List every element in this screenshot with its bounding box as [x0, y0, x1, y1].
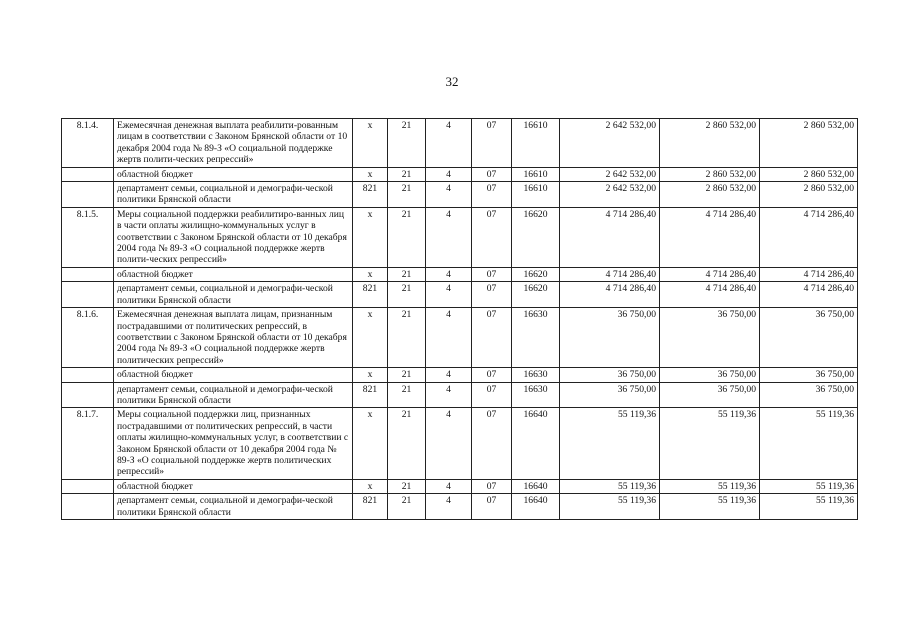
- row-vr: 16640: [512, 494, 560, 520]
- row-value-3: 36 750,00: [760, 308, 858, 368]
- row-cs: 07: [472, 182, 512, 208]
- table-row: [62, 167, 858, 181]
- row-value-3: 2 860 532,00: [760, 182, 858, 208]
- table-row: [62, 368, 858, 382]
- row-rz: 21: [388, 408, 426, 479]
- row-value-2: 2 860 532,00: [660, 182, 760, 208]
- row-rz: 21: [388, 382, 426, 408]
- row-cs: 07: [472, 119, 512, 168]
- page-number: 32: [445, 74, 459, 89]
- row-rz: 21: [388, 282, 426, 308]
- row-cs: 07: [472, 479, 512, 493]
- row-grbs: х: [353, 119, 388, 168]
- row-code: 8.1.5.: [62, 207, 114, 267]
- row-pr: 4: [426, 368, 472, 382]
- row-value-2: 36 750,00: [660, 308, 760, 368]
- table-row: [62, 308, 858, 368]
- table-row: [62, 267, 858, 281]
- row-pr: 4: [426, 119, 472, 168]
- row-pr: 4: [426, 182, 472, 208]
- row-rz: 21: [388, 182, 426, 208]
- row-value-1: 36 750,00: [560, 308, 660, 368]
- row-value-3: 55 119,36: [760, 494, 858, 520]
- row-grbs: х: [353, 267, 388, 281]
- row-vr: 16610: [512, 182, 560, 208]
- table-body: [62, 119, 858, 520]
- row-grbs: х: [353, 167, 388, 181]
- row-cs: 07: [472, 267, 512, 281]
- row-code: 8.1.6.: [62, 308, 114, 368]
- row-vr: 16640: [512, 408, 560, 479]
- row-value-3: 4 714 286,40: [760, 267, 858, 281]
- row-vr: 16630: [512, 382, 560, 408]
- row-value-2: 55 119,36: [660, 494, 760, 520]
- row-value-2: 4 714 286,40: [660, 282, 760, 308]
- row-pr: 4: [426, 207, 472, 267]
- row-code: [62, 494, 114, 520]
- row-code: 8.1.7.: [62, 408, 114, 479]
- row-value-2: 2 860 532,00: [660, 167, 760, 181]
- row-pr: 4: [426, 479, 472, 493]
- row-vr: 16620: [512, 282, 560, 308]
- row-value-2: 4 714 286,40: [660, 207, 760, 267]
- row-pr: 4: [426, 167, 472, 181]
- row-vr: 16620: [512, 207, 560, 267]
- row-description: Ежемесячная денежная выплата реабилити-рованным лицам в соответствии с Законом Брянской области от 10 декабря 2004 года № 89-З «О социальной поддержке жертв полити-ческих репрессий»: [114, 119, 353, 168]
- table-row: [62, 119, 858, 168]
- row-code: 8.1.4.: [62, 119, 114, 168]
- row-value-1: 36 750,00: [560, 368, 660, 382]
- row-rz: 21: [388, 308, 426, 368]
- row-vr: 16640: [512, 479, 560, 493]
- row-value-3: 55 119,36: [760, 408, 858, 479]
- row-value-3: 36 750,00: [760, 382, 858, 408]
- row-vr: 16610: [512, 167, 560, 181]
- row-value-1: 55 119,36: [560, 479, 660, 493]
- row-description: Меры социальной поддержки лиц, признанных пострадавшими от политических репрессий, в части оплаты жилищно-коммунальных услуг, в соответствии с Законом Брянской области от 10 декабря 2004 года № 89-З «О социальной поддержке жертв политических репрессий»: [114, 408, 353, 479]
- row-value-1: 4 714 286,40: [560, 282, 660, 308]
- row-value-3: 36 750,00: [760, 368, 858, 382]
- row-value-2: 36 750,00: [660, 382, 760, 408]
- row-value-3: 4 714 286,40: [760, 207, 858, 267]
- row-description: областной бюджет: [114, 479, 353, 493]
- row-description: департамент семьи, социальной и демографи-ческой политики Брянской области: [114, 382, 353, 408]
- row-cs: 07: [472, 308, 512, 368]
- row-grbs: х: [353, 479, 388, 493]
- row-value-1: 55 119,36: [560, 494, 660, 520]
- row-value-2: 55 119,36: [660, 479, 760, 493]
- row-value-1: 4 714 286,40: [560, 207, 660, 267]
- row-cs: 07: [472, 167, 512, 181]
- row-value-3: 4 714 286,40: [760, 282, 858, 308]
- row-description: Ежемесячная денежная выплата лицам, признанным пострадавшими от политических репрессий, в соответствии с Законом Брянской области от 10 декабря 2004 года № 89-З «О социальной поддержке жертв политических репрессий»: [114, 308, 353, 368]
- row-value-2: 36 750,00: [660, 368, 760, 382]
- row-grbs: 821: [353, 494, 388, 520]
- row-rz: 21: [388, 494, 426, 520]
- row-grbs: 821: [353, 282, 388, 308]
- row-grbs: х: [353, 408, 388, 479]
- table-row: [62, 479, 858, 493]
- table-row: [62, 207, 858, 267]
- row-value-3: 2 860 532,00: [760, 167, 858, 181]
- row-rz: 21: [388, 267, 426, 281]
- row-code: [62, 267, 114, 281]
- row-description: департамент семьи, социальной и демографи-ческой политики Брянской области: [114, 282, 353, 308]
- row-cs: 07: [472, 494, 512, 520]
- row-pr: 4: [426, 282, 472, 308]
- row-cs: 07: [472, 282, 512, 308]
- row-cs: 07: [472, 368, 512, 382]
- row-rz: 21: [388, 368, 426, 382]
- row-code: [62, 282, 114, 308]
- row-code: [62, 167, 114, 181]
- row-value-1: 4 714 286,40: [560, 267, 660, 281]
- row-pr: 4: [426, 494, 472, 520]
- table-row: [62, 382, 858, 408]
- row-description: департамент семьи, социальной и демографи-ческой политики Брянской области: [114, 182, 353, 208]
- row-grbs: х: [353, 308, 388, 368]
- row-value-2: 2 860 532,00: [660, 119, 760, 168]
- row-vr: 16610: [512, 119, 560, 168]
- row-description: департамент семьи, социальной и демографи-ческой политики Брянской области: [114, 494, 353, 520]
- row-description: областной бюджет: [114, 167, 353, 181]
- row-vr: 16620: [512, 267, 560, 281]
- table-row: [62, 282, 858, 308]
- row-code: [62, 382, 114, 408]
- table-row: [62, 494, 858, 520]
- row-cs: 07: [472, 408, 512, 479]
- row-vr: 16630: [512, 368, 560, 382]
- table-row: [62, 182, 858, 208]
- row-value-2: 55 119,36: [660, 408, 760, 479]
- row-value-1: 2 642 532,00: [560, 182, 660, 208]
- row-grbs: 821: [353, 182, 388, 208]
- row-code: [62, 368, 114, 382]
- row-pr: 4: [426, 408, 472, 479]
- row-rz: 21: [388, 167, 426, 181]
- row-grbs: х: [353, 368, 388, 382]
- row-value-1: 2 642 532,00: [560, 167, 660, 181]
- table-row: [62, 408, 858, 479]
- row-vr: 16630: [512, 308, 560, 368]
- row-value-1: 55 119,36: [560, 408, 660, 479]
- row-grbs: х: [353, 207, 388, 267]
- row-description: областной бюджет: [114, 267, 353, 281]
- row-cs: 07: [472, 207, 512, 267]
- row-rz: 21: [388, 207, 426, 267]
- row-value-3: 55 119,36: [760, 479, 858, 493]
- row-description: областной бюджет: [114, 368, 353, 382]
- row-code: [62, 182, 114, 208]
- row-value-1: 2 642 532,00: [560, 119, 660, 168]
- row-grbs: 821: [353, 382, 388, 408]
- row-code: [62, 479, 114, 493]
- row-value-3: 2 860 532,00: [760, 119, 858, 168]
- row-value-1: 36 750,00: [560, 382, 660, 408]
- row-rz: 21: [388, 119, 426, 168]
- budget-table: [61, 118, 858, 520]
- row-value-2: 4 714 286,40: [660, 267, 760, 281]
- row-pr: 4: [426, 308, 472, 368]
- row-cs: 07: [472, 382, 512, 408]
- row-pr: 4: [426, 267, 472, 281]
- row-pr: 4: [426, 382, 472, 408]
- row-description: Меры социальной поддержки реабилитиро-ванных лиц в части оплаты жилищно-коммунальных услуг в соответствии с Законом Брянской области от 10 декабря 2004 года № 89-З «О социальной поддержке жертв полити-ческих репрессий»: [114, 207, 353, 267]
- row-rz: 21: [388, 479, 426, 493]
